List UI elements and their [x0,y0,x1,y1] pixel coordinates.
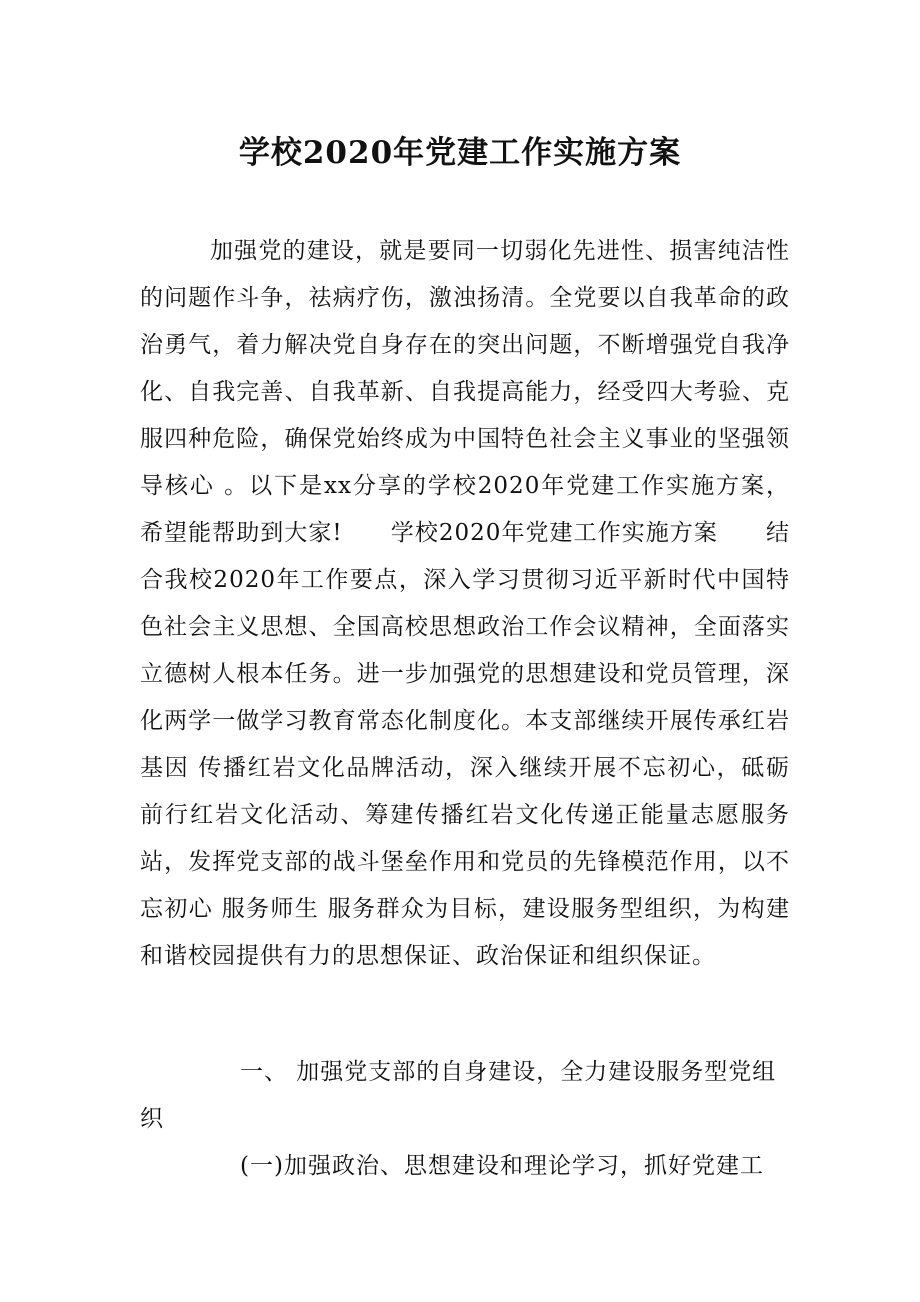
subsection-heading-1: (一)加强政治、思想建设和理论学习，抓好党建工 [240,1153,764,1179]
intro-paragraph: 加强党的建设，就是要同一切弱化先进性、损害纯洁性的问题作斗争，祛病疗伤，激浊扬清。全党要以自我革命的政治勇气，着力解决党自身存在的突出问题，不断增强党自我净化、自我完善、自我革新、自我提高能力，经受四大考验、克服四种危险，确保党始终成为中国特色社会主义事业的坚强领导核心 。以下是xx分享的学校2020年党建工作实施方案，希望能帮助到大家! 学校2020年党建工作实施方案 结合我校2020年工作要点，深入学习贯彻习近平新时代中国特色社会主义思想、全国高校思想政治工作会议精神，全面落实立德树人根本任务。进一步加强党的思想建设和党员管理，深化两学一做学习教育常态化制度化。本支部继续开展传承红岩基因 传播红岩文化品牌活动，深入继续开展不忘初心，砥砺前行红岩文化活动、筹建传播红岩文化传递正能量志愿服务站，发挥党支部的战斗堡垒作用和党员的先锋模范作用，以不忘初心 服务师生 服务群众为目标，建设服务型组织，为构建和谐校园提供有力的思想保证、政治保证和组织保证。 [140,238,790,969]
section-heading-1: 一、 加强党支部的自身建设，全力建设服务型党组织 [140,1059,777,1132]
document-title: 学校2020年党建工作实施方案 [238,134,682,171]
